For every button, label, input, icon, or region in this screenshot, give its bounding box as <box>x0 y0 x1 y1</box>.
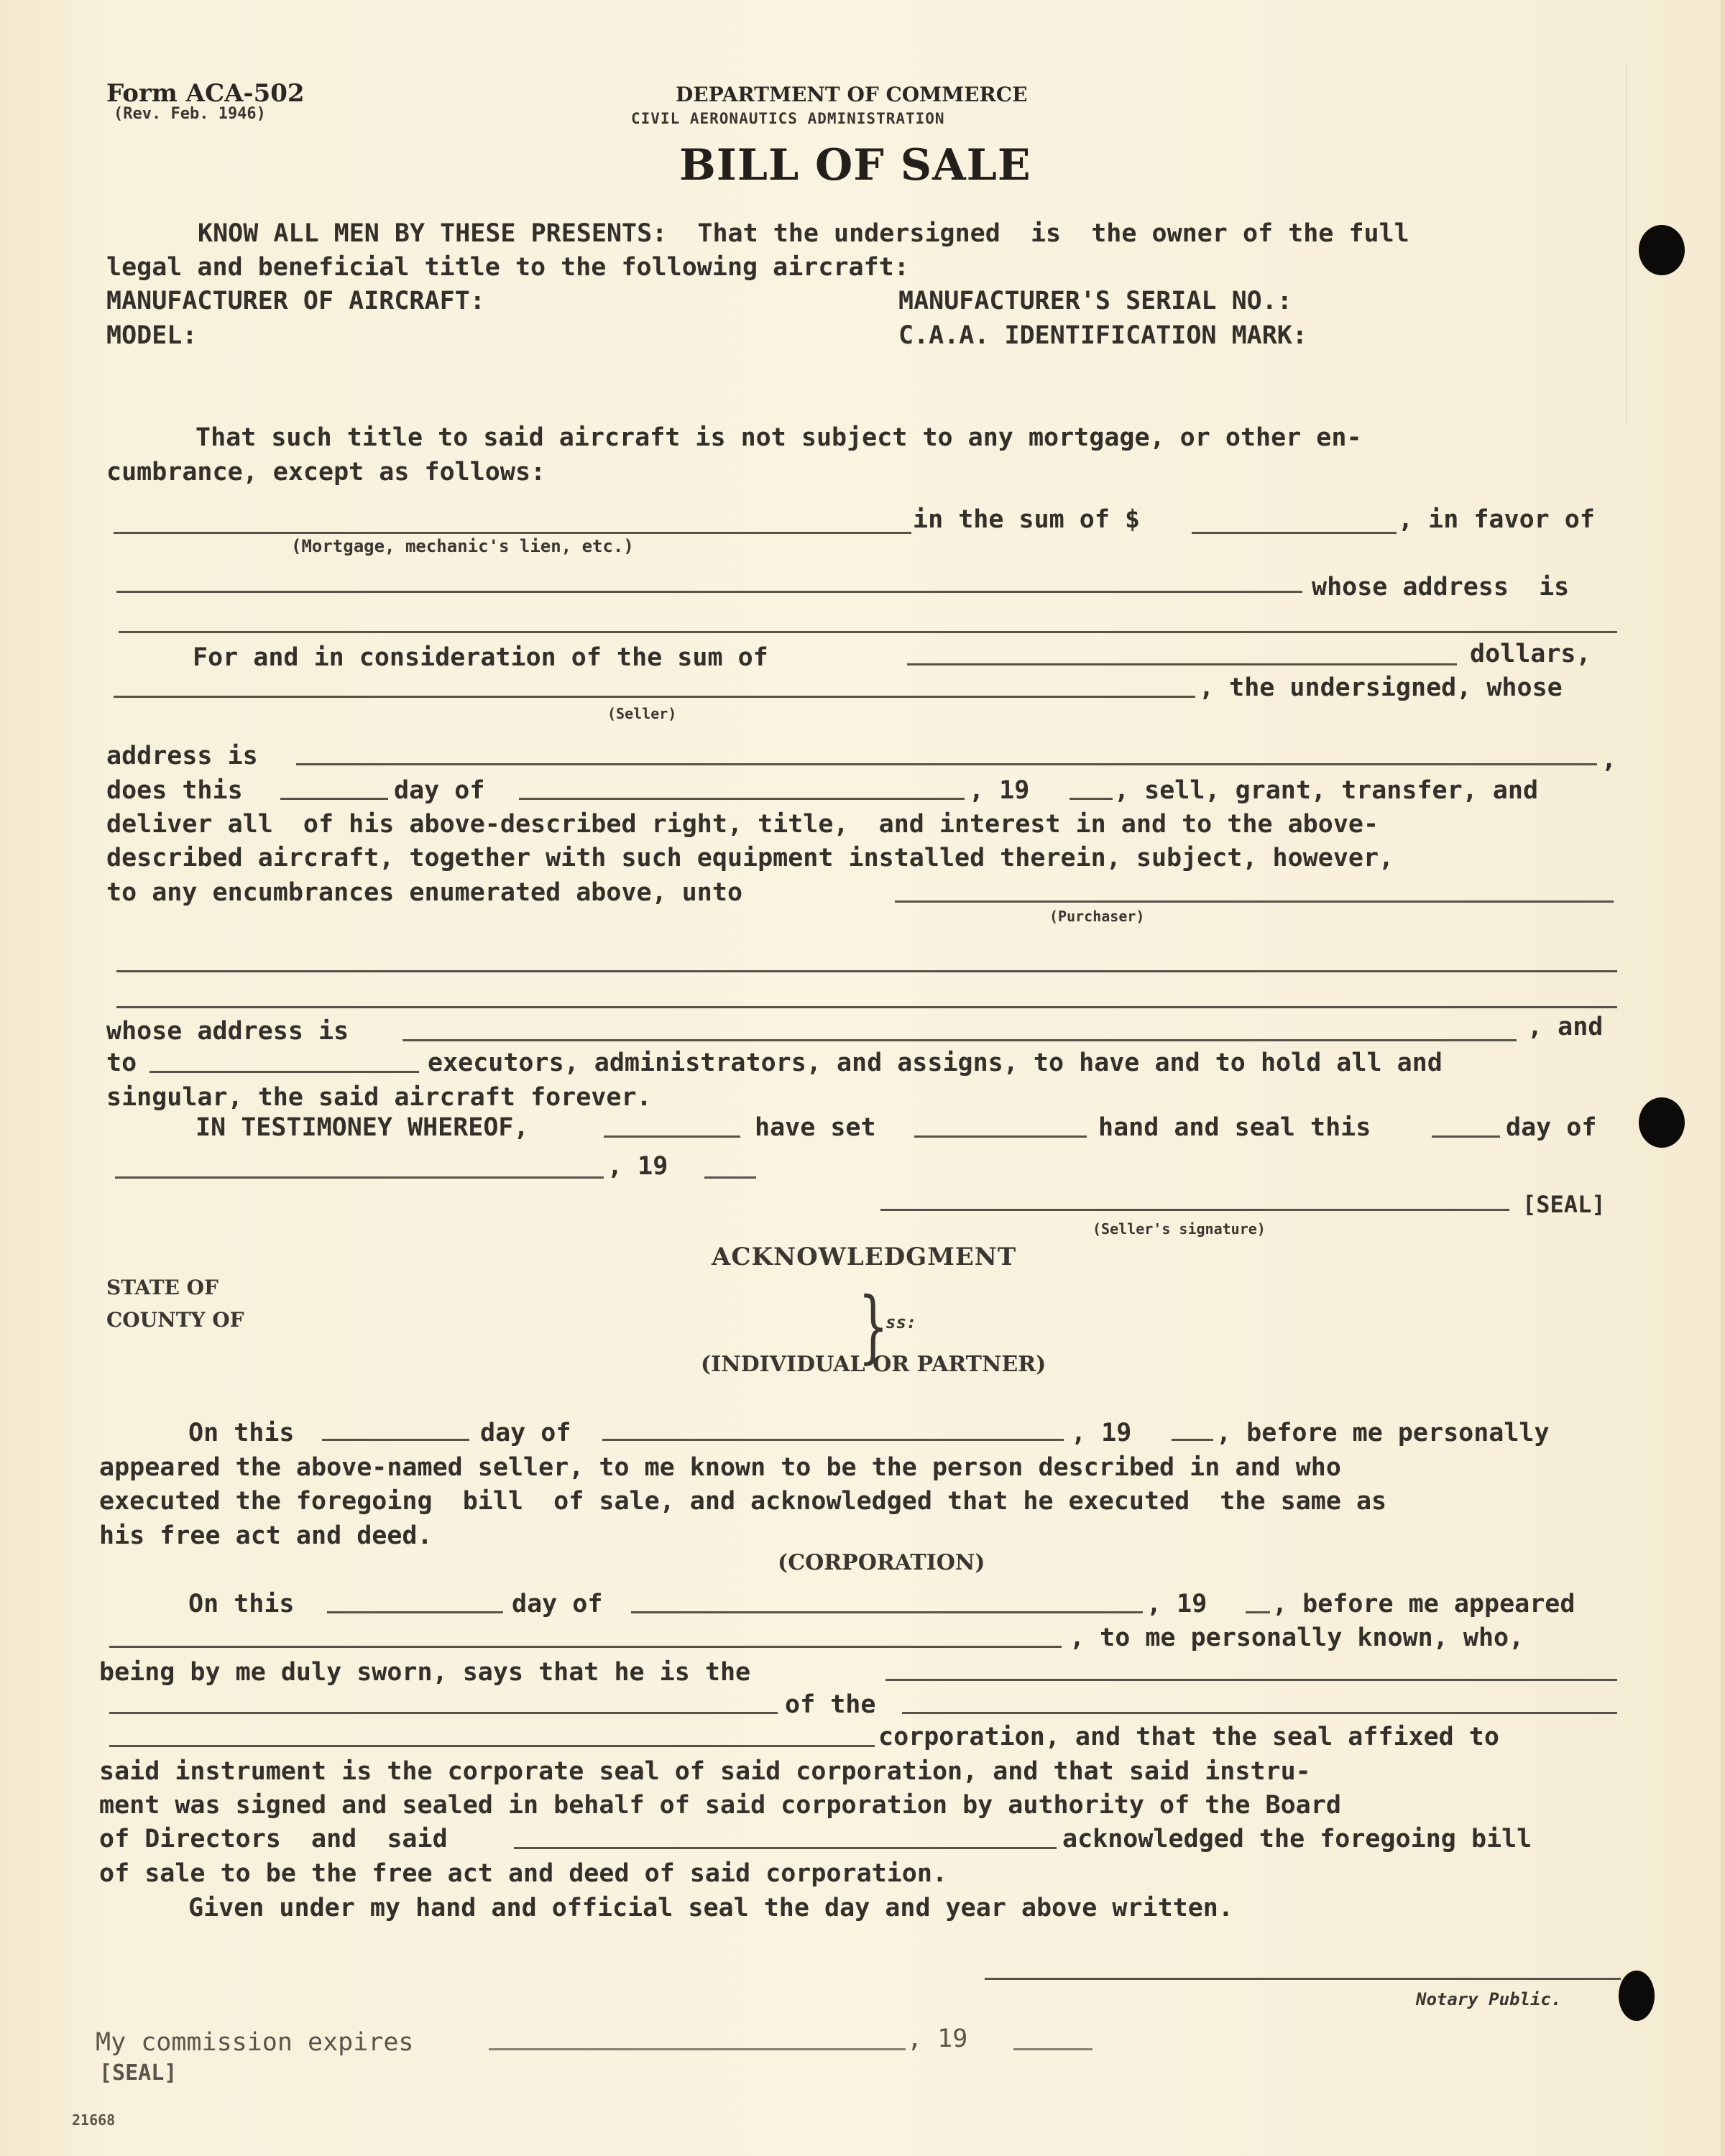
executors-line: executors, administrators, and assigns, to have and to hold all and <box>428 1049 1443 1077</box>
purchaser-address-field[interactable] <box>402 1039 1517 1041</box>
purchaser-caption: (Purchaser) <box>1049 908 1145 925</box>
consideration-label: For and in consideration of the sum of <box>193 643 768 672</box>
encumbrance-type-field[interactable] <box>114 532 911 534</box>
notary-seal-label: [SEAL] <box>99 2060 178 2086</box>
acknowledgment-title: ACKNOWLEDGMENT <box>712 1243 1017 1271</box>
described-line: described aircraft, together with such equipment installed therein, subject, however, <box>106 844 1394 872</box>
page-edge <box>1721 0 1725 2156</box>
ss-label: ss: <box>886 1312 917 1332</box>
caa-mark-label: C.A.A. IDENTIFICATION MARK: <box>898 321 1307 350</box>
testimony-day-field[interactable] <box>1432 1135 1500 1138</box>
department-name: DEPARTMENT OF COMMERCE <box>676 83 1028 106</box>
seller-signature-field[interactable] <box>880 1209 1509 1211</box>
seller-address-label: address is <box>106 742 258 770</box>
corp-sworn-label: being by me duly sworn, says that he is the <box>99 1658 751 1687</box>
page-title: BILL OF SALE <box>679 140 1031 190</box>
corp-name-field[interactable] <box>902 1712 1617 1714</box>
corp-on-this-label: On this <box>188 1590 295 1618</box>
lienholder-address-field[interactable] <box>119 631 1617 633</box>
corp-year-field[interactable] <box>1246 1611 1270 1613</box>
seller-address-field[interactable] <box>296 763 1597 765</box>
form-number: Form ACA-502 <box>106 79 305 108</box>
seller-name-field[interactable] <box>114 696 1195 698</box>
lienholder-field[interactable] <box>116 591 1302 593</box>
corp-day-field[interactable] <box>327 1611 503 1613</box>
corp-line-ment: ment was signed and sealed in behalf of said corporation by authority of the Board <box>99 1791 1341 1820</box>
testimony-month-field[interactable] <box>115 1176 604 1179</box>
sum-label: in the sum of $ <box>913 505 1141 534</box>
print-code: 21668 <box>72 2111 116 2129</box>
seller-signature-caption: (Seller's signature) <box>1092 1220 1266 1238</box>
dollars-label: dollars, <box>1470 640 1591 668</box>
form-revision: (Rev. Feb. 1946) <box>114 105 266 123</box>
whose-address-label: whose address is <box>1312 573 1570 602</box>
encumbrance-line-2: cumbrance, except as follows: <box>106 458 546 487</box>
corp-name-cont-field[interactable] <box>109 1745 875 1747</box>
serial-number-label: MANUFACTURER'S SERIAL NO.: <box>898 287 1292 315</box>
punch-hole-top <box>1639 225 1685 275</box>
consideration-amount-field[interactable] <box>907 663 1457 665</box>
ind-line-4: his free act and deed. <box>99 1521 433 1550</box>
corp-directors-label: of Directors and said <box>99 1825 448 1853</box>
favor-label: , in favor of <box>1398 505 1595 534</box>
sale-day-of-label: day of <box>394 776 485 805</box>
commission-label: My commission expires <box>96 2028 414 2057</box>
singular-line: singular, the said aircraft forever. <box>106 1083 652 1112</box>
punch-hole-middle <box>1639 1097 1685 1148</box>
corporation-heading: (CORPORATION) <box>778 1550 985 1575</box>
corp-line-sale: of sale to be the free act and deed of said corporation. <box>99 1859 948 1888</box>
commission-year-prefix: , 19 <box>907 2024 968 2053</box>
sell-grant-label: , sell, grant, transfer, and <box>1114 776 1539 805</box>
purchaser-line-3-field[interactable] <box>116 1006 1617 1008</box>
corp-known-label: , to me personally known, who, <box>1070 1623 1524 1652</box>
corp-of-the-label: of the <box>785 1690 876 1719</box>
paper-crease <box>1626 65 1627 424</box>
manufacturer-label: MANUFACTURER OF AIRCRAFT: <box>106 287 485 315</box>
unto-line: to any encumbrances enumerated above, unto <box>106 878 743 907</box>
corp-officer-name-field[interactable] <box>109 1646 1062 1648</box>
testimony-day-of-label: day of <box>1506 1113 1597 1142</box>
have-set-label: have set <box>755 1113 876 1142</box>
testimony-year-prefix: , 19 <box>607 1152 668 1181</box>
punch-hole-bottom <box>1619 1971 1655 2021</box>
ind-year-prefix: , 19 <box>1071 1419 1132 1447</box>
encumbrance-amount-field[interactable] <box>1192 532 1397 534</box>
purchaser-and-label: , and <box>1527 1013 1604 1041</box>
corp-acknowledged-label: acknowledged the foregoing bill <box>1062 1825 1532 1853</box>
ind-before-label: , before me personally <box>1216 1419 1550 1447</box>
sale-month-field[interactable] <box>519 798 965 800</box>
county-of-label: COUNTY OF <box>106 1308 244 1332</box>
purchaser-name-field[interactable] <box>895 900 1614 903</box>
testimony-year-field[interactable] <box>704 1176 756 1179</box>
ind-day-of-label: day of <box>480 1419 571 1447</box>
undersigned-label: , the undersigned, whose <box>1199 673 1563 702</box>
corp-year-prefix: , 19 <box>1146 1590 1208 1618</box>
corp-before-label: , before me appeared <box>1272 1590 1576 1618</box>
purchaser-line-2-field[interactable] <box>116 970 1617 972</box>
ind-line-3: executed the foregoing bill of sale, and acknowledged that he executed the same as <box>99 1487 1387 1516</box>
to-label: to <box>106 1049 137 1077</box>
seller-address-comma: , <box>1601 745 1617 774</box>
seller-caption: (Seller) <box>607 705 677 722</box>
model-label: MODEL: <box>106 321 198 350</box>
sale-year-prefix: , 19 <box>969 776 1030 805</box>
ind-on-this-label: On this <box>188 1419 295 1447</box>
state-of-label: STATE OF <box>106 1276 218 1299</box>
intro-line-1: KNOW ALL MEN BY THESE PRESENTS: That the undersigned is the owner of the full <box>198 219 1409 248</box>
corp-month-field[interactable] <box>631 1611 1143 1613</box>
corp-officer-ack-field[interactable] <box>514 1847 1057 1849</box>
ind-day-field[interactable] <box>322 1439 469 1441</box>
heirs-field[interactable] <box>150 1071 419 1073</box>
sale-year-field[interactable] <box>1070 798 1113 800</box>
encumbrance-line-1: That such title to said aircraft is not subject to any mortgage, or other en- <box>196 423 1362 452</box>
sale-day-field[interactable] <box>280 798 388 800</box>
commission-year-field[interactable] <box>1013 2048 1092 2050</box>
individual-heading: (INDIVIDUAL OR PARTNER) <box>701 1352 1046 1377</box>
notary-public-label: Notary Public. <box>1416 1989 1562 2009</box>
does-this-label: does this <box>106 776 243 805</box>
hand-seal-label: hand and seal this <box>1098 1113 1371 1142</box>
corp-title-field[interactable] <box>886 1679 1617 1681</box>
ind-year-field[interactable] <box>1172 1439 1213 1441</box>
corp-day-of-label: day of <box>512 1590 603 1618</box>
ind-line-2: appeared the above-named seller, to me known to be the person described in and who <box>99 1453 1341 1482</box>
corp-line-said: said instrument is the corporate seal of said corporation, and that said instru- <box>99 1757 1311 1786</box>
testimony-party-field[interactable] <box>604 1135 740 1138</box>
corp-title-cont-field[interactable] <box>109 1712 778 1714</box>
ind-month-field[interactable] <box>602 1439 1064 1441</box>
testimony-pronoun-field[interactable] <box>914 1135 1087 1138</box>
commission-date-field[interactable] <box>489 2048 906 2050</box>
corp-corporation-label: corporation, and that the seal affixed to <box>878 1723 1499 1751</box>
intro-line-2: legal and beneficial title to the following aircraft: <box>106 253 909 282</box>
agency-name: CIVIL AERONAUTICS ADMINISTRATION <box>631 110 945 127</box>
encumbrance-type-caption: (Mortgage, mechanic's lien, etc.) <box>291 536 634 556</box>
given-line: Given under my hand and official seal the day and year above written. <box>188 1894 1233 1922</box>
testimony-label: IN TESTIMONEY WHEREOF, <box>196 1113 529 1142</box>
notary-signature-field[interactable] <box>985 1978 1621 1980</box>
seller-seal-label: [SEAL] <box>1522 1191 1606 1218</box>
deliver-line: deliver all of his above-described right, title, and interest in and to the above- <box>106 810 1379 839</box>
purchaser-address-label: whose address is <box>106 1017 349 1046</box>
brace-icon: } <box>858 1280 888 1372</box>
